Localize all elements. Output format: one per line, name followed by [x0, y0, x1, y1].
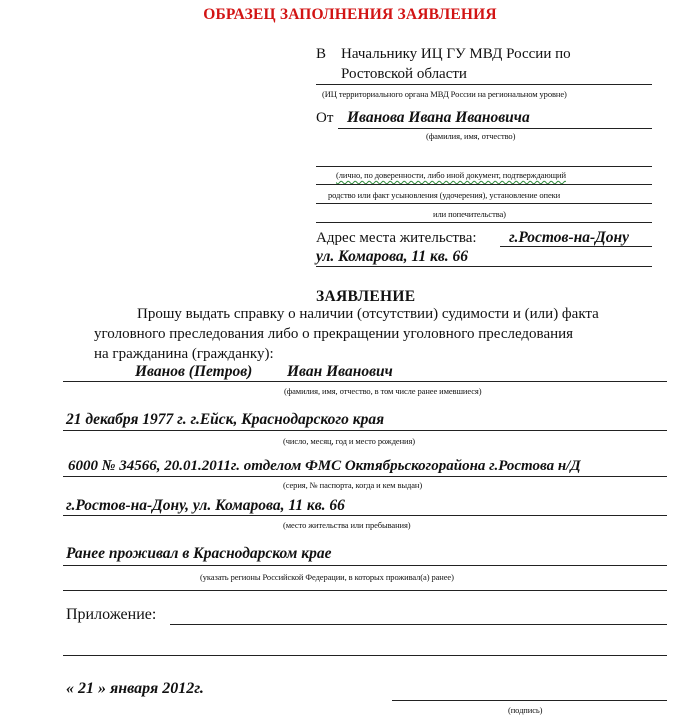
- person-name-underline: [63, 381, 667, 382]
- address-info: г.Ростов-на-Дону, ул. Комарова, 11 кв. 66: [66, 497, 345, 514]
- representative-underline-2: [316, 184, 652, 185]
- representative-underline: [316, 166, 652, 167]
- date-quote-close: »: [98, 680, 106, 697]
- signature-caption: (подпись): [508, 705, 543, 715]
- statement-line-2: уголовного преследования либо о прекращении уголовного преследования: [94, 326, 574, 342]
- appendix-underline-2: [63, 655, 667, 656]
- statement-line-3: на гражданина (гражданку):: [94, 346, 274, 362]
- residence-label: Адрес места жительства:: [316, 230, 477, 246]
- passport-info: 6000 № 34566, 20.01.2011г. отделом ФМС Октябрьскогорайона г.Ростова н/Д: [68, 458, 581, 474]
- appendix-underline: [170, 624, 667, 625]
- birth-info: 21 декабря 1977 г. г.Ейск, Краснодарского края: [66, 411, 385, 428]
- signature-line: [392, 700, 667, 701]
- from-label: От: [316, 110, 334, 126]
- residence-city-underline: [500, 246, 652, 247]
- page-title: ОБРАЗЕЦ ЗАПОЛНЕНИЯ ЗАЯВЛЕНИЯ: [203, 6, 497, 23]
- birth-underline: [63, 430, 667, 431]
- address-underline: [63, 515, 667, 516]
- statement-heading: ЗАЯВЛЕНИЕ: [316, 288, 416, 305]
- addressee-underline: [316, 84, 652, 85]
- previous-regions-caption: (указать регионы Российской Федерации, в которых проживал(а) ранее): [200, 572, 454, 582]
- date-quote-open: «: [66, 680, 74, 697]
- date-day: 21: [78, 680, 94, 697]
- applicant-name-underline: [338, 128, 652, 129]
- person-surname: Иванов (Петров): [135, 363, 253, 380]
- date-month-year: января 2012г.: [110, 680, 204, 697]
- birth-caption: (число, месяц, год и место рождения): [283, 436, 416, 446]
- representative-caption-3: или попечительства): [433, 209, 506, 219]
- previous-regions-underline: [63, 565, 667, 566]
- passport-underline: [63, 476, 667, 477]
- address-caption: (место жительства или пребывания): [283, 520, 411, 530]
- person-given-names: Иван Иванович: [287, 363, 393, 380]
- representative-underline-3: [316, 203, 652, 204]
- representative-underline-4: [316, 222, 652, 223]
- residence-street-underline: [316, 266, 652, 267]
- applicant-name: Иванова Ивана Ивановича: [347, 109, 530, 126]
- passport-caption: (серия, № паспорта, когда и кем выдан): [283, 480, 423, 490]
- addressee-line-2: Ростовской области: [341, 66, 467, 82]
- residence-city: г.Ростов-на-Дону: [509, 229, 629, 246]
- residence-street: ул. Комарова, 11 кв. 66: [316, 248, 468, 265]
- addressee-line-1: Начальнику ИЦ ГУ МВД России по: [341, 46, 571, 62]
- statement-line-1: Прошу выдать справку о наличии (отсутствии) судимости и (или) факта: [137, 306, 599, 322]
- person-name-caption: (фамилия, имя, отчество, в том числе ранее имевшиеся): [284, 386, 482, 396]
- addressee-caption: (ИЦ территориального органа МВД России на региональном уровне): [322, 89, 567, 99]
- addressee-prefix: В: [316, 46, 327, 62]
- applicant-name-caption: (фамилия, имя, отчество): [426, 131, 516, 141]
- previous-regions: Ранее проживал в Краснодарском крае: [66, 545, 332, 562]
- previous-regions-underline-2: [63, 590, 667, 591]
- representative-caption-2: родство или факт усыновления (удочерения), установление опеки: [328, 190, 561, 200]
- appendix-label: Приложение:: [66, 606, 157, 623]
- representative-caption-1: (лично, по доверенности, либо иной документ, подтверждающий: [336, 170, 566, 180]
